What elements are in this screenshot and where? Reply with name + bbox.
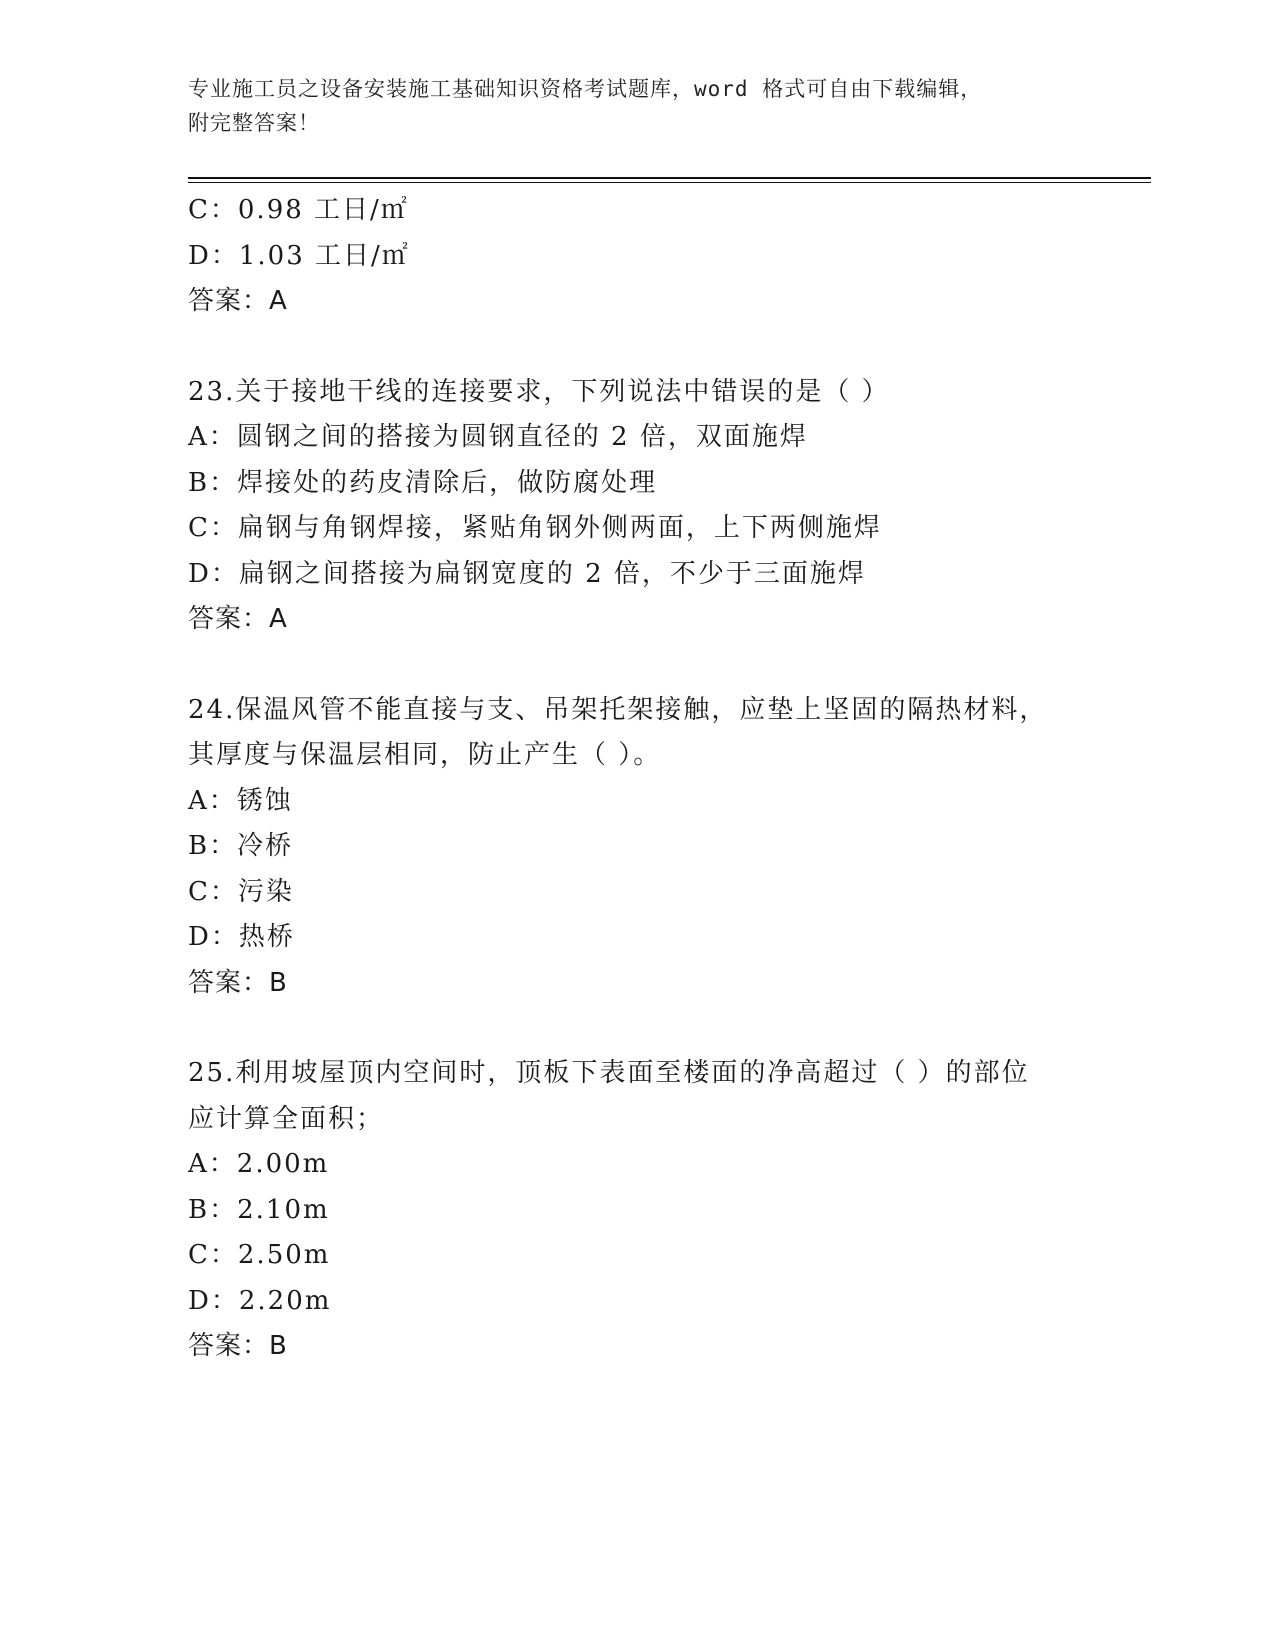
answer-line: 答案：B	[188, 1331, 288, 1361]
option-d: D：热桥	[188, 922, 295, 952]
option-c: C：0.98 工日/㎡	[188, 195, 409, 225]
previous-question-tail	[188, 188, 1088, 325]
header-divider-thin	[188, 182, 1151, 183]
question-content	[188, 188, 1088, 1370]
option-a: A：2.00m	[188, 1149, 330, 1179]
option-c: C：2.50m	[188, 1240, 331, 1270]
option-a: A：锈蚀	[188, 785, 293, 816]
option-b: B：焊接处的药皮清除后，做防腐处理	[188, 467, 658, 498]
option-a: A：圆钢之间的搭接为圆钢直径的 2 倍，双面施焊	[188, 422, 808, 452]
spacer	[188, 325, 1088, 370]
question-24	[188, 688, 1088, 1007]
option-d: D：2.20m	[188, 1285, 332, 1316]
answer-line: 答案：A	[188, 286, 288, 316]
question-text-continued: 应计算全面积；	[188, 1103, 385, 1134]
header-line-1: 专业施工员之设备安装施工基础知识资格考试题库，word 格式可自由下载编辑，	[188, 77, 983, 101]
header-line-2: 附完整答案！	[188, 111, 320, 135]
document-header	[188, 72, 1088, 140]
option-c: C：污染	[188, 876, 294, 907]
option-d: D：1.03 工日/㎡	[188, 240, 410, 271]
spacer	[188, 643, 1088, 688]
option-b: B：冷桥	[188, 831, 294, 861]
option-b: B：2.10m	[188, 1194, 330, 1225]
header-divider-thick	[188, 177, 1151, 179]
question-23	[188, 370, 1088, 643]
question-text: 24.保温风管不能直接与支、吊架托架接触，应垫上坚固的隔热材料，	[188, 694, 1048, 725]
option-c: C：扁钢与角钢焊接，紧贴角钢外侧两面，上下两侧施焊	[188, 513, 882, 543]
answer-line: 答案：A	[188, 604, 288, 634]
option-d: D：扁钢之间搭接为扁钢宽度的 2 倍，不少于三面施焊	[188, 558, 866, 589]
question-25	[188, 1051, 1088, 1370]
answer-line: 答案：B	[188, 967, 288, 998]
spacer	[188, 1006, 1088, 1051]
question-text: 23.关于接地干线的连接要求，下列说法中错误的是（ ）	[188, 376, 890, 407]
question-text-continued: 其厚度与保温层相同，防止产生（ ）。	[188, 740, 662, 770]
question-text: 25.利用坡屋顶内空间时，顶板下表面至楼面的净高超过（ ）的部位	[188, 1058, 1030, 1088]
